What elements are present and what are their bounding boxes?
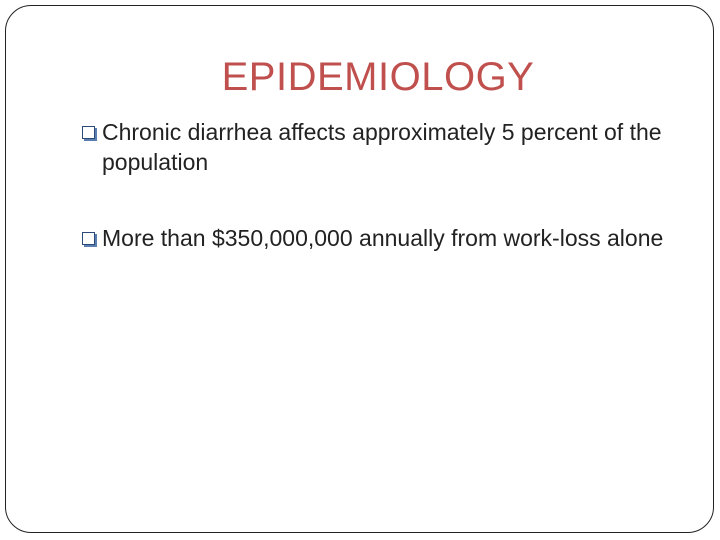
bullet-item: [80, 117, 680, 177]
bullet-list: [80, 117, 680, 299]
checkbox-bullet-icon: [82, 232, 95, 245]
bullet-text: Chronic diarrhea affects approximately 5 percent of the population: [102, 119, 662, 175]
bullet-text: More than $350,000,000 annually from work-loss alone: [102, 225, 664, 251]
checkbox-bullet-icon: [82, 126, 95, 139]
bullet-item: [80, 223, 680, 253]
slide-title: EPIDEMIOLOGY: [221, 55, 535, 99]
